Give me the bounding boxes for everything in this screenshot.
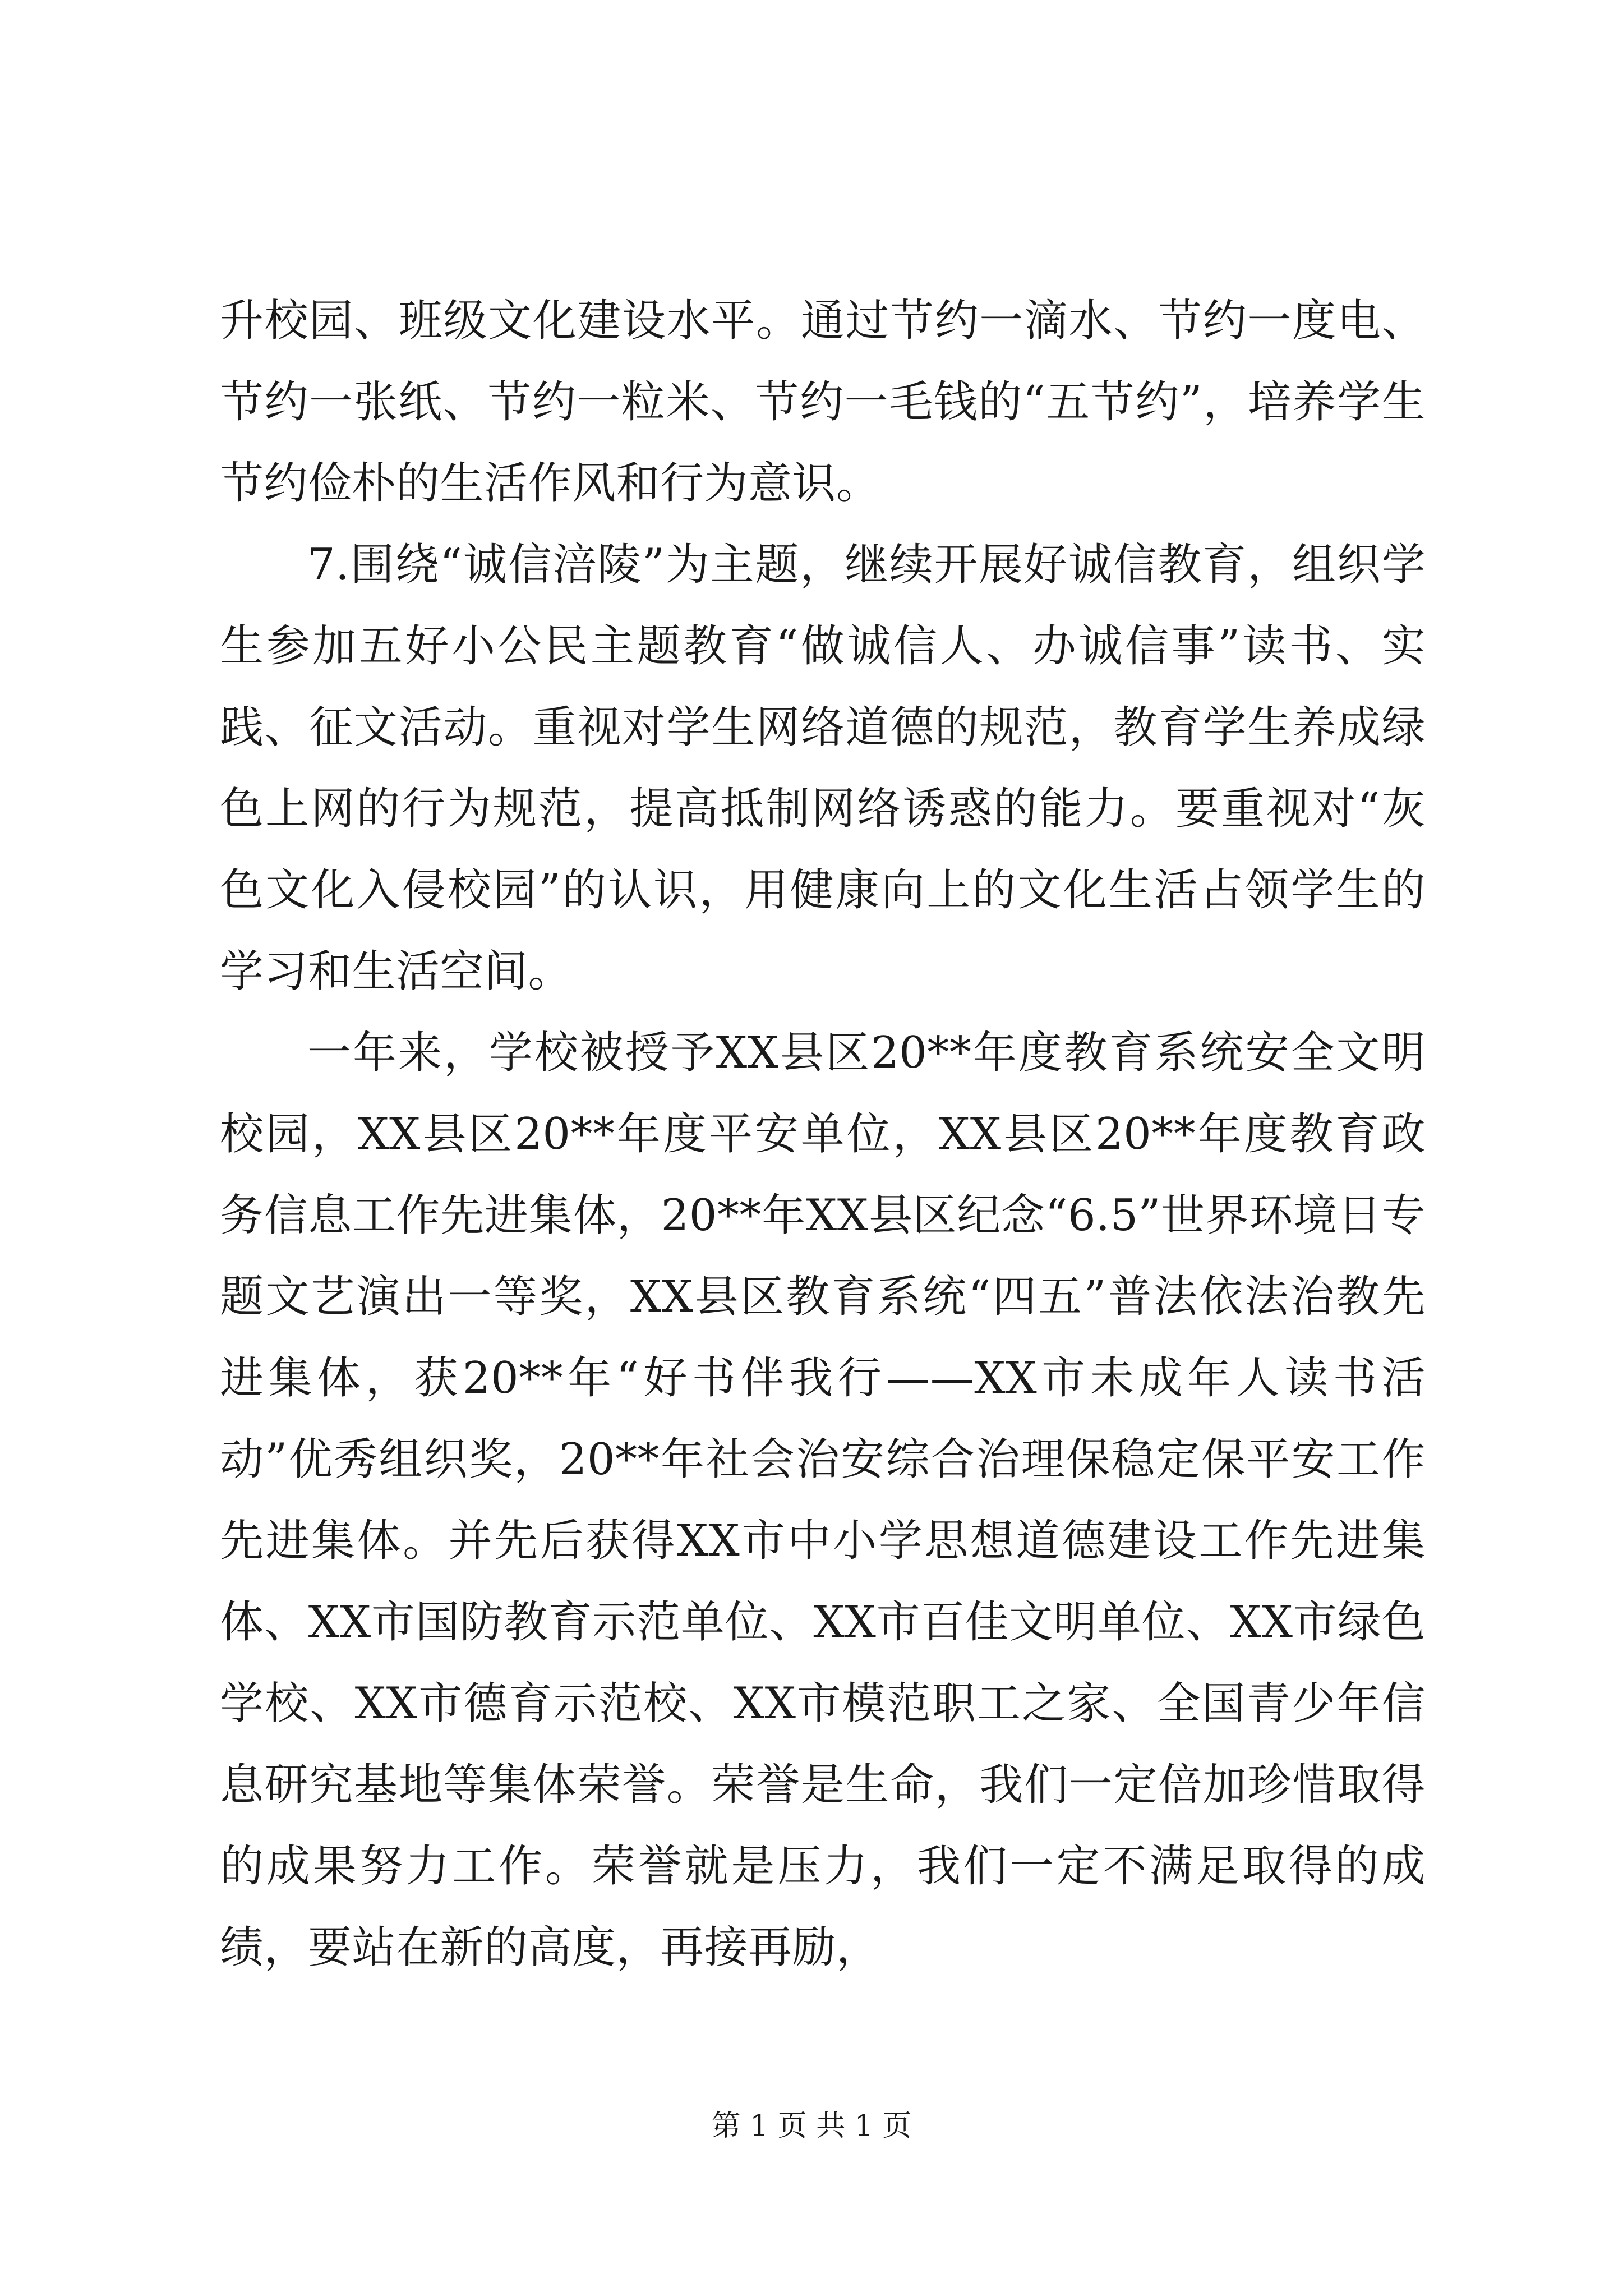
page-footer: 第 1 页 共 1 页 <box>711 2109 912 2143</box>
paragraph-continuation: 升校园、班级文化建设水平。通过节约一滴水、节约一度电、节约一张纸、节约一粒米、节约一毛钱的“五节约”，培养学生节约俭朴的生活作风和行为意识。 <box>220 296 1426 509</box>
paragraph-honors: 一年来，学校被授予XX县区20**年度教育系统安全文明校园，XX县区20**年度平安单位，XX县区20**年度教育政务信息工作先进集体，20**年XX县区纪念“6.5”世界环境日专题文艺演出一等奖，XX县区教育系统“四五”普法依法治教先进集体，获20**年“好书伴我行——XX市未成年人读书活动”优秀组织奖，20**年社会治安综合治理保稳定保平安工作先进集体。并先后获得XX市中小学思想道德建设工作先进集体、XX市国防教育示范单位、XX市百佳文明单位、XX市绿色学校、XX市德育示范校、XX市模范职工之家、全国青少年信息研究基地等集体荣誉。荣誉是生命，我们一定倍加珍惜取得的成果努力工作。荣誉就是压力，我们一定不满足取得的成绩，要站在新的高度，再接再励， <box>220 1028 1426 1973</box>
paragraph-item-7: 7.围绕“诚信涪陵”为主题，继续开展好诚信教育，组织学生参加五好小公民主题教育“做诚信人、办诚信事”读书、实践、征文活动。重视对学生网络道德的规范，教育学生养成绿色上网的行为规范，提高抵制网络诱惑的能力。要重视对“灰色文化入侵校园”的认识，用健康向上的文化生活占领学生的学习和生活空间。 <box>220 540 1426 997</box>
document-body <box>220 280 1426 1989</box>
